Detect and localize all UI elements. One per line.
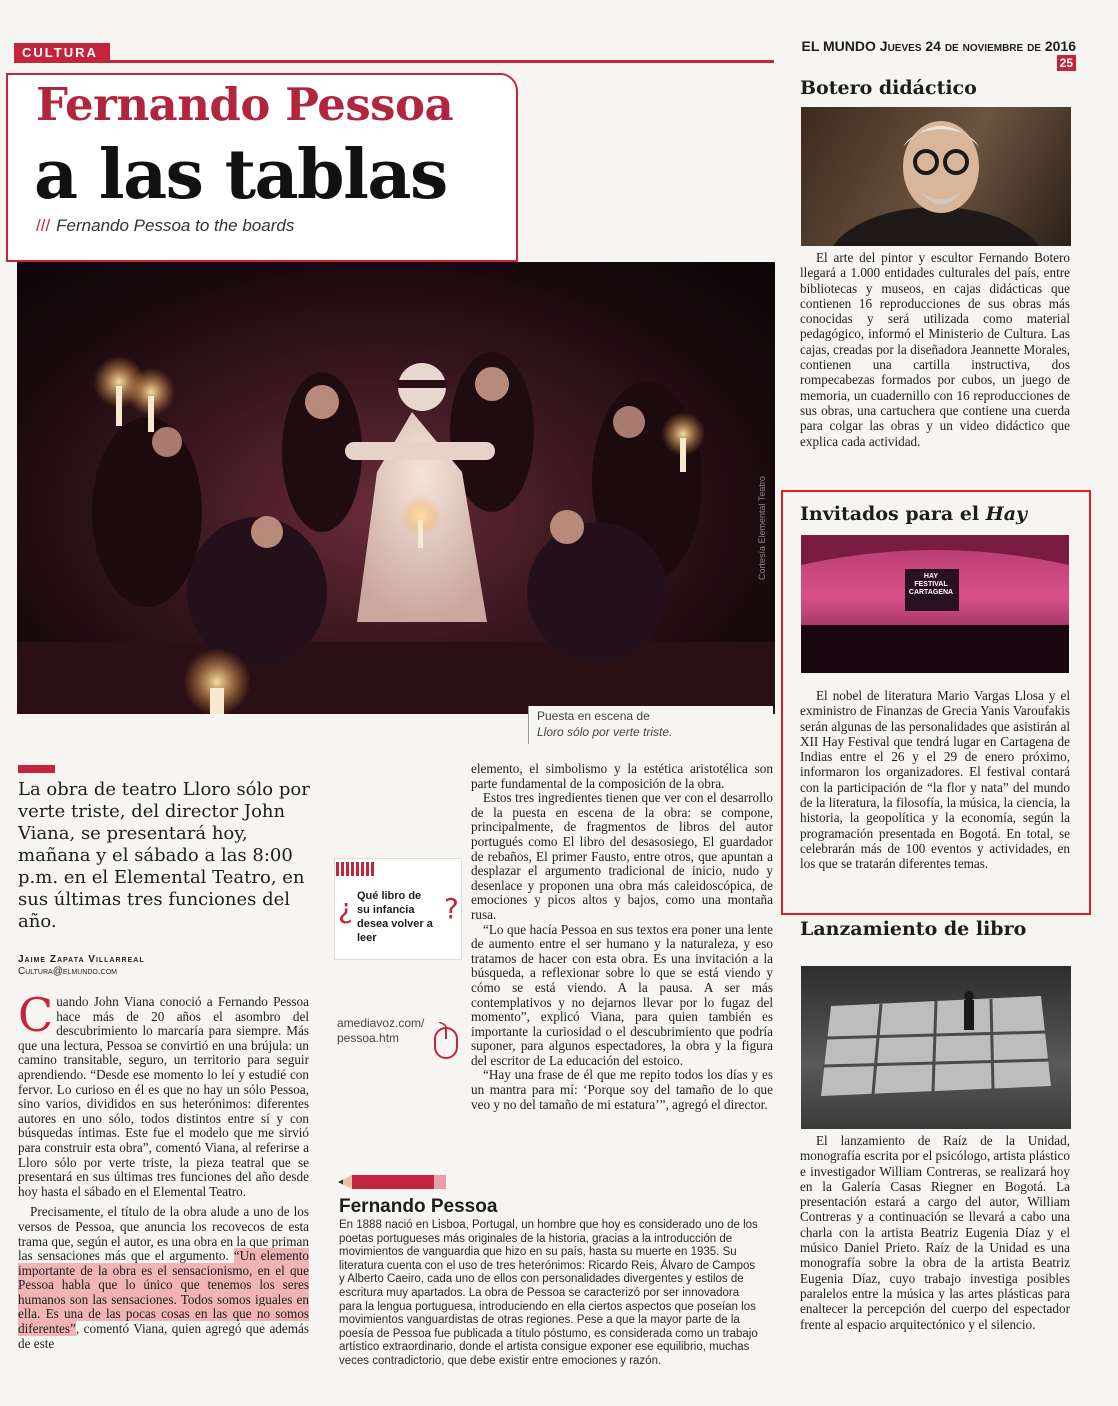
bio-text: En 1888 nació en Lisboa, Portugal, un hombre que hoy es considerado uno de los poetas portugueses más originales de la historia, gracias a la introducción de movimientos de vanguardia que hizo en su país, hasta su muerte en 1935. Su literatura cuenta con el uso de tres heterónimos: Ricardo Reis, Álvaro de Campos y Alberto Caeiro, cada uno de ellos con personalidades divergentes y estilos de escritura muy apartados. La obra de Pessoa se caracterizó por ser innovadora para la lengua portuguesa, introduciendo en ella ciertos aspectos que poseían los movimientos vanguardistas de otras regiones. Pese a que la mayor parte de la poesía de Pessoa fue publicada a título póstumo, es considerada como un trabajo artístico extraordinario, donde el artista consigue exponer ese equilibrio, muchas veces contradictorio, que debe existir entre emociones y razón. [339,1219,758,1367]
subtitle-slashes: /// [36,216,51,235]
link-line1: amediavoz.com/ [337,1016,425,1030]
web-link[interactable] [337,1016,424,1046]
pencil-icon [338,1172,448,1196]
bio-heading: Fernando Pessoa [339,1196,498,1217]
gallery-installation [801,966,1071,1129]
col2-paragraph-1: elemento, el simbolismo y la estética aristotélica son parte fundamental de la composición de la obra. [471,761,773,791]
headline-translation [36,216,294,236]
caption-line1: Puesta en escena de [537,709,650,723]
section-header [14,42,774,63]
libro-heading-text: Lanzamiento de libro [800,918,1027,940]
hay-text: El nobel de literatura Mario Vargas Llosa y el exministro de Finanzas de Grecia Yanis Varoufakis serán algunas de las personalidades que asistirán al XII Hay Festival que tendrá lugar en Cartagena de Indias entre el 26 y el 29 de enero próximo, informaron los organizadores. El festival contará con la participación de “la flor y nata” del mundo de la literatura, la filosofía, la música, la ciencia, la historia, la geopolítica y la economía, según la programación presentada en Bogotá. En total, se celebrarán más de 100 eventos y actividades, en los que se tratarán diferentes temas. [800,688,1070,872]
lede-accent-bar [18,765,55,773]
mouse-icon [433,1022,459,1064]
paragraph-2-start: Precisamente, el título de la obra alude a uno de los versos de Pessoa, que anuncia los recovecos de esta trama que, según el autor, es una obra en la que priman las sensaciones más que el argumento. [18,1204,309,1264]
hay-festival-photo [801,535,1069,673]
caption-line2: Lloro sólo por verte triste. [537,725,673,739]
hay-festival-banner: HAY FESTIVAL CARTAGENA [908,573,954,596]
photo-credit: Cortesía Elemental Teatro [757,476,767,580]
byline-author: Jaime Zapata Villarreal [18,954,145,965]
article-column-2 [471,762,773,1112]
botero-heading-text: Botero didáctico [800,77,977,99]
close-question-mark: ? [444,892,459,925]
drop-cap: C [18,988,54,1042]
issue-date: Jueves 24 de noviembre de 2016 [879,38,1076,54]
masthead [776,38,1076,71]
botero-text: El arte del pintor y escultor Fernando Botero llegará a 1.000 entidades culturales del país, entre bibliotecas y museos, en cajas didácticas que contienen 16 reproducciones de sus obras más conocidas y será utilizada como material pedagógico, informó el Ministerio de Cultura. Las cajas, creadas por la diseñadora Jeannette Morales, contienen una cartilla instructiva, dos rompecabezas formados por cubos, un juego de memoria, un cuadernillo con 16 reproducciones de sus obras, una cartuchera que contiene una cuerda para colgar las obras y un video didáctico que explica cada actividad. [800,250,1070,449]
stage-scene-illustration [17,262,775,714]
libro-photo [801,966,1071,1129]
libro-text: El lanzamiento de Raíz de la Unidad, monografía escrita por el psicólogo, artista plástico e investigador William Contreras, se realizará hoy en la Galería Casas Riegner en Bogotá. La presentación estará a cargo del autor, William Contreras y a continuación se llevará a cabo una charla con la artista Beatriz Eugenia Díaz y el músico Daniel Prieto. Raíz de la Unidad es una monografía sobre la obra de la artista Beatriz Eugenia Díaz, cuyo trabajo investiga posibles paralelos entre la música y las artes plásticas para enaltecer la percepción del cuerpo del espectador frente al espacio arquitectónico y el silencio. [800,1133,1070,1332]
paragraph-2 [18,1205,309,1351]
lede-paragraph: La obra de teatro Lloro sólo por verte triste, del director John Viana, se presentará hoy, mañana y el sábado a las 8:00 p.m. en el Elemental Teatro, en sus últimas tres funciones del año. [18,779,310,932]
subtitle-text: Fernando Pessoa to the boards [56,216,295,235]
hay-festival-scene [801,535,1069,673]
botero-portrait [801,107,1071,246]
headline-line2: a las tablas [34,135,447,215]
botero-photo [801,107,1071,246]
question-text: Qué libro de su infancia desea volver a leer [357,890,433,944]
headline-line1: Fernando Pessoa [36,78,454,131]
paragraph-1 [18,988,309,1199]
newspaper-name: EL MUNDO [801,38,876,54]
paragraph-2-end: , comentó Viana, quien agregó que además de este [18,1321,309,1351]
col2-paragraph-2: Estos tres ingredientes tienen que ver con el desarrollo de la puesta en escena de la obra: se compone, principalmente, de fragmentos de libros del autor portugués como El libro del desasosiego, El guardador de rebaños, El primer Fausto, entre otros, que apuntan a desplazar el argumento tradicional de inicio, nudo y desenlace y proponen una obra más caleidoscópica, de emociones y picos altos y bajos, como una montaña rusa. [471,790,773,922]
libro-heading [800,918,1026,940]
highlighted-quote: “Un elemento importante de la obra es el sensacionismo, en el que Pessoa habla que lo único que tenemos los seres humanos son las sensaciones. Todos somos iguales en ella. Es una de las pocas cosas en las que no somos diferentes” [18,1248,309,1337]
col2-paragraph-3: “Lo que hacía Pessoa en sus textos era poner una lente de aumento entre el ser humano y la naturaleza, y eso tratamos de hacer con esta obra. Es una invitación a la búsqueda, a reflexionar sobre lo que se está viendo y cómo se está viendo. A la pausa. A ser más contemplativos y no dejarnos llevar por lo fugaz del momento”, explicó Viana, para quien también es importante la curiosidad o el descubrimiento que podría suponer, para algunos espectadores, la obra y la figura del escritor de La educación del estoico. [471,921,773,1068]
open-question-mark: ¿ [338,892,353,925]
byline-email: Cultura@elmundo.com [18,966,117,977]
botero-heading [800,77,977,99]
hay-heading-prefix: Invitados para el [800,503,986,525]
page-number: 25 [1057,55,1076,71]
col2-paragraph-4: “Hay una frase de él que me repito todos los días y es un mantra para mí: ‘Porque soy del tamaño de lo que veo y no del tamaño de mi estatura’”, agregó el director. [471,1067,773,1112]
hay-heading-italic: Hay [985,503,1028,525]
section-label: CULTURA [14,43,110,61]
article-column-1 [18,988,309,1351]
theatre-photo [17,262,775,714]
paragraph-1-text: uando John Viana conoció a Fernando Pessoa hace más de 20 años el asombro del descubrimiento lo marcaría para siempre. Más que una lectura, Pessoa se convirtió en una brújula: un camino transitable, seguro, un territorio para seguir aprendiendo. “Desde ese momento lo leí y estudié con fervor. Lo curioso en él es que no hay un sólo Pessoa, sino varios, divididos en sus heterónimos: diferentes autores en uno sólo, todos distintos entre sí y con búsquedas íntimas. Este fue el modelo que me sirvió para construir esta obra”, comentó Viana, al referirse a Lloro sólo por verte triste, la pieza teatral que se presentará en sus últimas tres funciones del año desde hoy hasta el sábado en el Elemental Teatro. [18,994,309,1199]
question-box-stripes [336,862,376,876]
hay-heading [800,503,1027,525]
link-line2: pessoa.htm [337,1031,400,1045]
photo-caption [528,706,773,744]
